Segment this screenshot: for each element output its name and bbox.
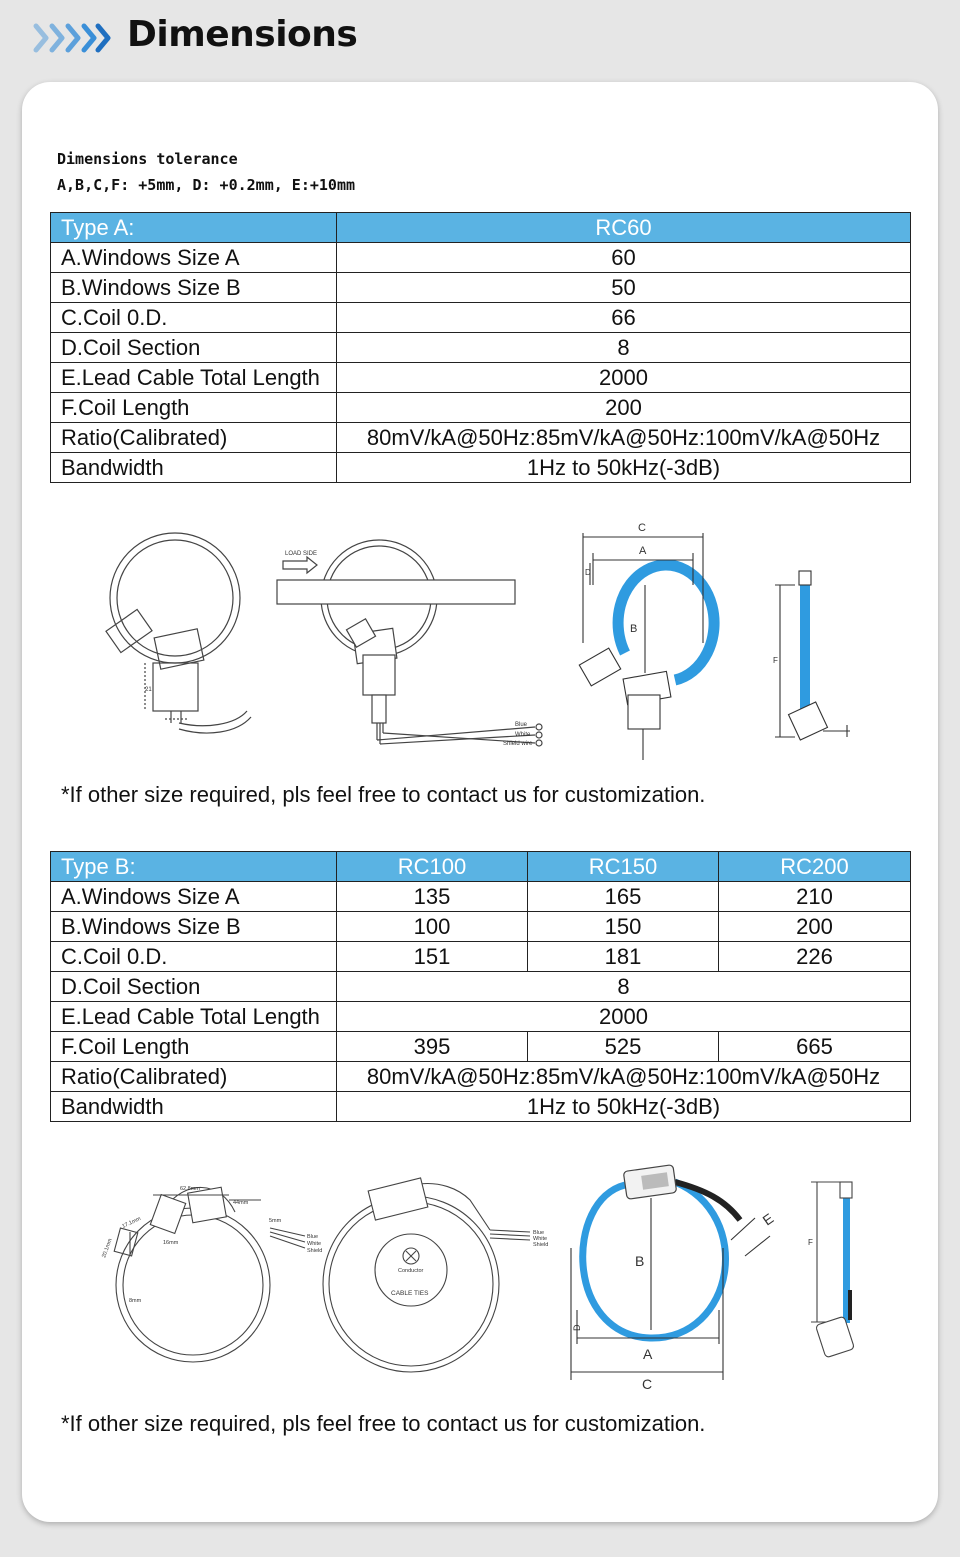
row-label: D.Coil Section xyxy=(51,972,337,1002)
page-title: Dimensions xyxy=(127,14,358,55)
row-value: 2000 xyxy=(337,1002,911,1032)
row-value: 100 xyxy=(337,912,528,942)
table-row xyxy=(51,453,911,483)
table-row xyxy=(51,942,911,972)
dim-c-label: C xyxy=(638,522,646,534)
table-header-row xyxy=(51,852,911,882)
coil-drawing-4 xyxy=(323,1178,530,1372)
row-label: B.Windows Size B xyxy=(51,912,337,942)
row-value: 525 xyxy=(528,1032,719,1062)
type-a-table xyxy=(50,212,911,483)
page-header xyxy=(0,0,960,80)
table-row xyxy=(51,1092,911,1122)
table-row xyxy=(51,1062,911,1092)
dim-e-label-b: E xyxy=(759,1209,777,1229)
row-label: Bandwidth xyxy=(51,1092,337,1122)
row-label: E.Lead Cable Total Length xyxy=(51,363,337,393)
row-value: 1Hz to 50kHz(-3dB) xyxy=(337,453,911,483)
row-value: 151 xyxy=(337,942,528,972)
table-row xyxy=(51,423,911,453)
row-label: F.Coil Length xyxy=(51,1032,337,1062)
dim-a-label: A xyxy=(639,545,647,557)
row-value: 50 xyxy=(337,273,911,303)
wire-white-label: White xyxy=(515,732,531,738)
table-row xyxy=(51,303,911,333)
dim-20-1mm-label: 20.1mm xyxy=(101,1237,114,1259)
table-row xyxy=(51,1032,911,1062)
dim-8mm-label: 8mm xyxy=(129,1298,142,1304)
row-value: 80mV/kA@50Hz:85mV/kA@50Hz:100mV/kA@50Hz xyxy=(337,1062,911,1092)
dim-d-label: D xyxy=(585,568,591,577)
coil-drawing-2 xyxy=(277,540,542,746)
row-label: Ratio(Calibrated) xyxy=(51,1062,337,1092)
table-row xyxy=(51,882,911,912)
dim-b-label: B xyxy=(630,623,638,635)
customization-note-b: *If other size required, pls feel free to contact us for customization. xyxy=(61,1411,706,1436)
table-row xyxy=(51,333,911,363)
type-b-label: Type B: xyxy=(51,852,337,882)
wire-white-label-c: White xyxy=(533,1236,548,1242)
dim-c-label-b: C xyxy=(642,1376,653,1392)
model-rc100: RC100 xyxy=(337,852,528,882)
row-label: E.Lead Cable Total Length xyxy=(51,1002,337,1032)
coil-drawing-1 xyxy=(106,533,251,733)
wire-shield-label: Shield wire xyxy=(503,741,533,747)
wire-blue-label-c: Blue xyxy=(533,1230,545,1236)
load-side-label: LOAD SIDE xyxy=(285,551,318,557)
table-row xyxy=(51,1002,911,1032)
row-value: 8 xyxy=(337,333,911,363)
table-row xyxy=(51,972,911,1002)
row-label: B.Windows Size B xyxy=(51,273,337,303)
dim-44mm-label: 44mm xyxy=(233,1200,249,1206)
row-label: A.Windows Size A xyxy=(51,243,337,273)
table-header-row xyxy=(51,213,911,243)
table-row xyxy=(51,243,911,273)
row-value: 66 xyxy=(337,303,911,333)
row-value: 165 xyxy=(528,882,719,912)
coil-dimension-drawing-b xyxy=(571,1165,776,1392)
model-rc150: RC150 xyxy=(528,852,719,882)
table-row xyxy=(51,912,911,942)
coil-dimension-drawing xyxy=(579,522,714,760)
customization-note-a: *If other size required, pls feel free to contact us for customization. xyxy=(61,782,706,807)
wire-blue-label: Blue xyxy=(515,722,528,728)
dim-f-label: F xyxy=(773,656,778,665)
row-value: 8 xyxy=(337,972,911,1002)
dim-16mm-label: 16mm xyxy=(163,1240,179,1246)
row-value: 665 xyxy=(719,1032,911,1062)
row-value: 200 xyxy=(337,393,911,423)
row-label: F.Coil Length xyxy=(51,393,337,423)
dim-b-label-b: B xyxy=(635,1253,645,1269)
table-row xyxy=(51,393,911,423)
type-a-label: Type A: xyxy=(51,213,337,243)
row-label: Ratio(Calibrated) xyxy=(51,423,337,453)
row-value: 150 xyxy=(528,912,719,942)
row-label: Bandwidth xyxy=(51,453,337,483)
type-b-table xyxy=(50,851,911,1122)
row-value: 200 xyxy=(719,912,911,942)
row-value: 226 xyxy=(719,942,911,972)
dim-f-label-b: F xyxy=(808,1238,813,1247)
row-value: 1Hz to 50kHz(-3dB) xyxy=(337,1092,911,1122)
row-value: 135 xyxy=(337,882,528,912)
coil-length-drawing-b xyxy=(808,1182,855,1358)
dim-5mm-label: 5mm xyxy=(269,1218,282,1224)
model-rc60: RC60 xyxy=(337,213,911,243)
type-a-drawings xyxy=(95,515,875,765)
coil-length-drawing xyxy=(773,571,850,740)
row-label: A.Windows Size A xyxy=(51,882,337,912)
coil-drawing-3 xyxy=(114,1187,305,1362)
wire-shield-label-b: Shield xyxy=(307,1248,323,1254)
conductor-label: Conductor xyxy=(398,1268,424,1274)
row-value: 2000 xyxy=(337,363,911,393)
type-b-drawings xyxy=(95,1160,875,1395)
table-row xyxy=(51,273,911,303)
dim-17-1mm-label: 17.1mm xyxy=(121,1215,142,1230)
row-label: C.Coil 0.D. xyxy=(51,942,337,972)
row-value: 395 xyxy=(337,1032,528,1062)
model-rc200: RC200 xyxy=(719,852,911,882)
row-label: D.Coil Section xyxy=(51,333,337,363)
wire-shield-label-c: Shield xyxy=(533,1242,549,1248)
table-row xyxy=(51,363,911,393)
row-value: 60 xyxy=(337,243,911,273)
wire-white-label-b: White xyxy=(307,1241,322,1247)
tolerance-title: Dimensions tolerance xyxy=(57,150,238,168)
row-label: C.Coil 0.D. xyxy=(51,303,337,333)
row-value: 210 xyxy=(719,882,911,912)
row-value: 181 xyxy=(528,942,719,972)
dim-21-label: 21 xyxy=(145,687,152,693)
row-value: 80mV/kA@50Hz:85mV/kA@50Hz:100mV/kA@50Hz xyxy=(337,423,911,453)
chevrons-icon xyxy=(32,22,112,54)
dim-d-label-b: D xyxy=(572,1324,582,1331)
tolerance-values: A,B,C,F: +5mm, D: +0.2mm, E:+10mm xyxy=(57,176,356,194)
wire-blue-label-b: Blue xyxy=(307,1234,319,1240)
cable-ties-label: CABLE TIES xyxy=(391,1290,429,1297)
dim-62-8mm-label: 62.8mm xyxy=(180,1186,200,1192)
dim-a-label-b: A xyxy=(643,1346,653,1362)
